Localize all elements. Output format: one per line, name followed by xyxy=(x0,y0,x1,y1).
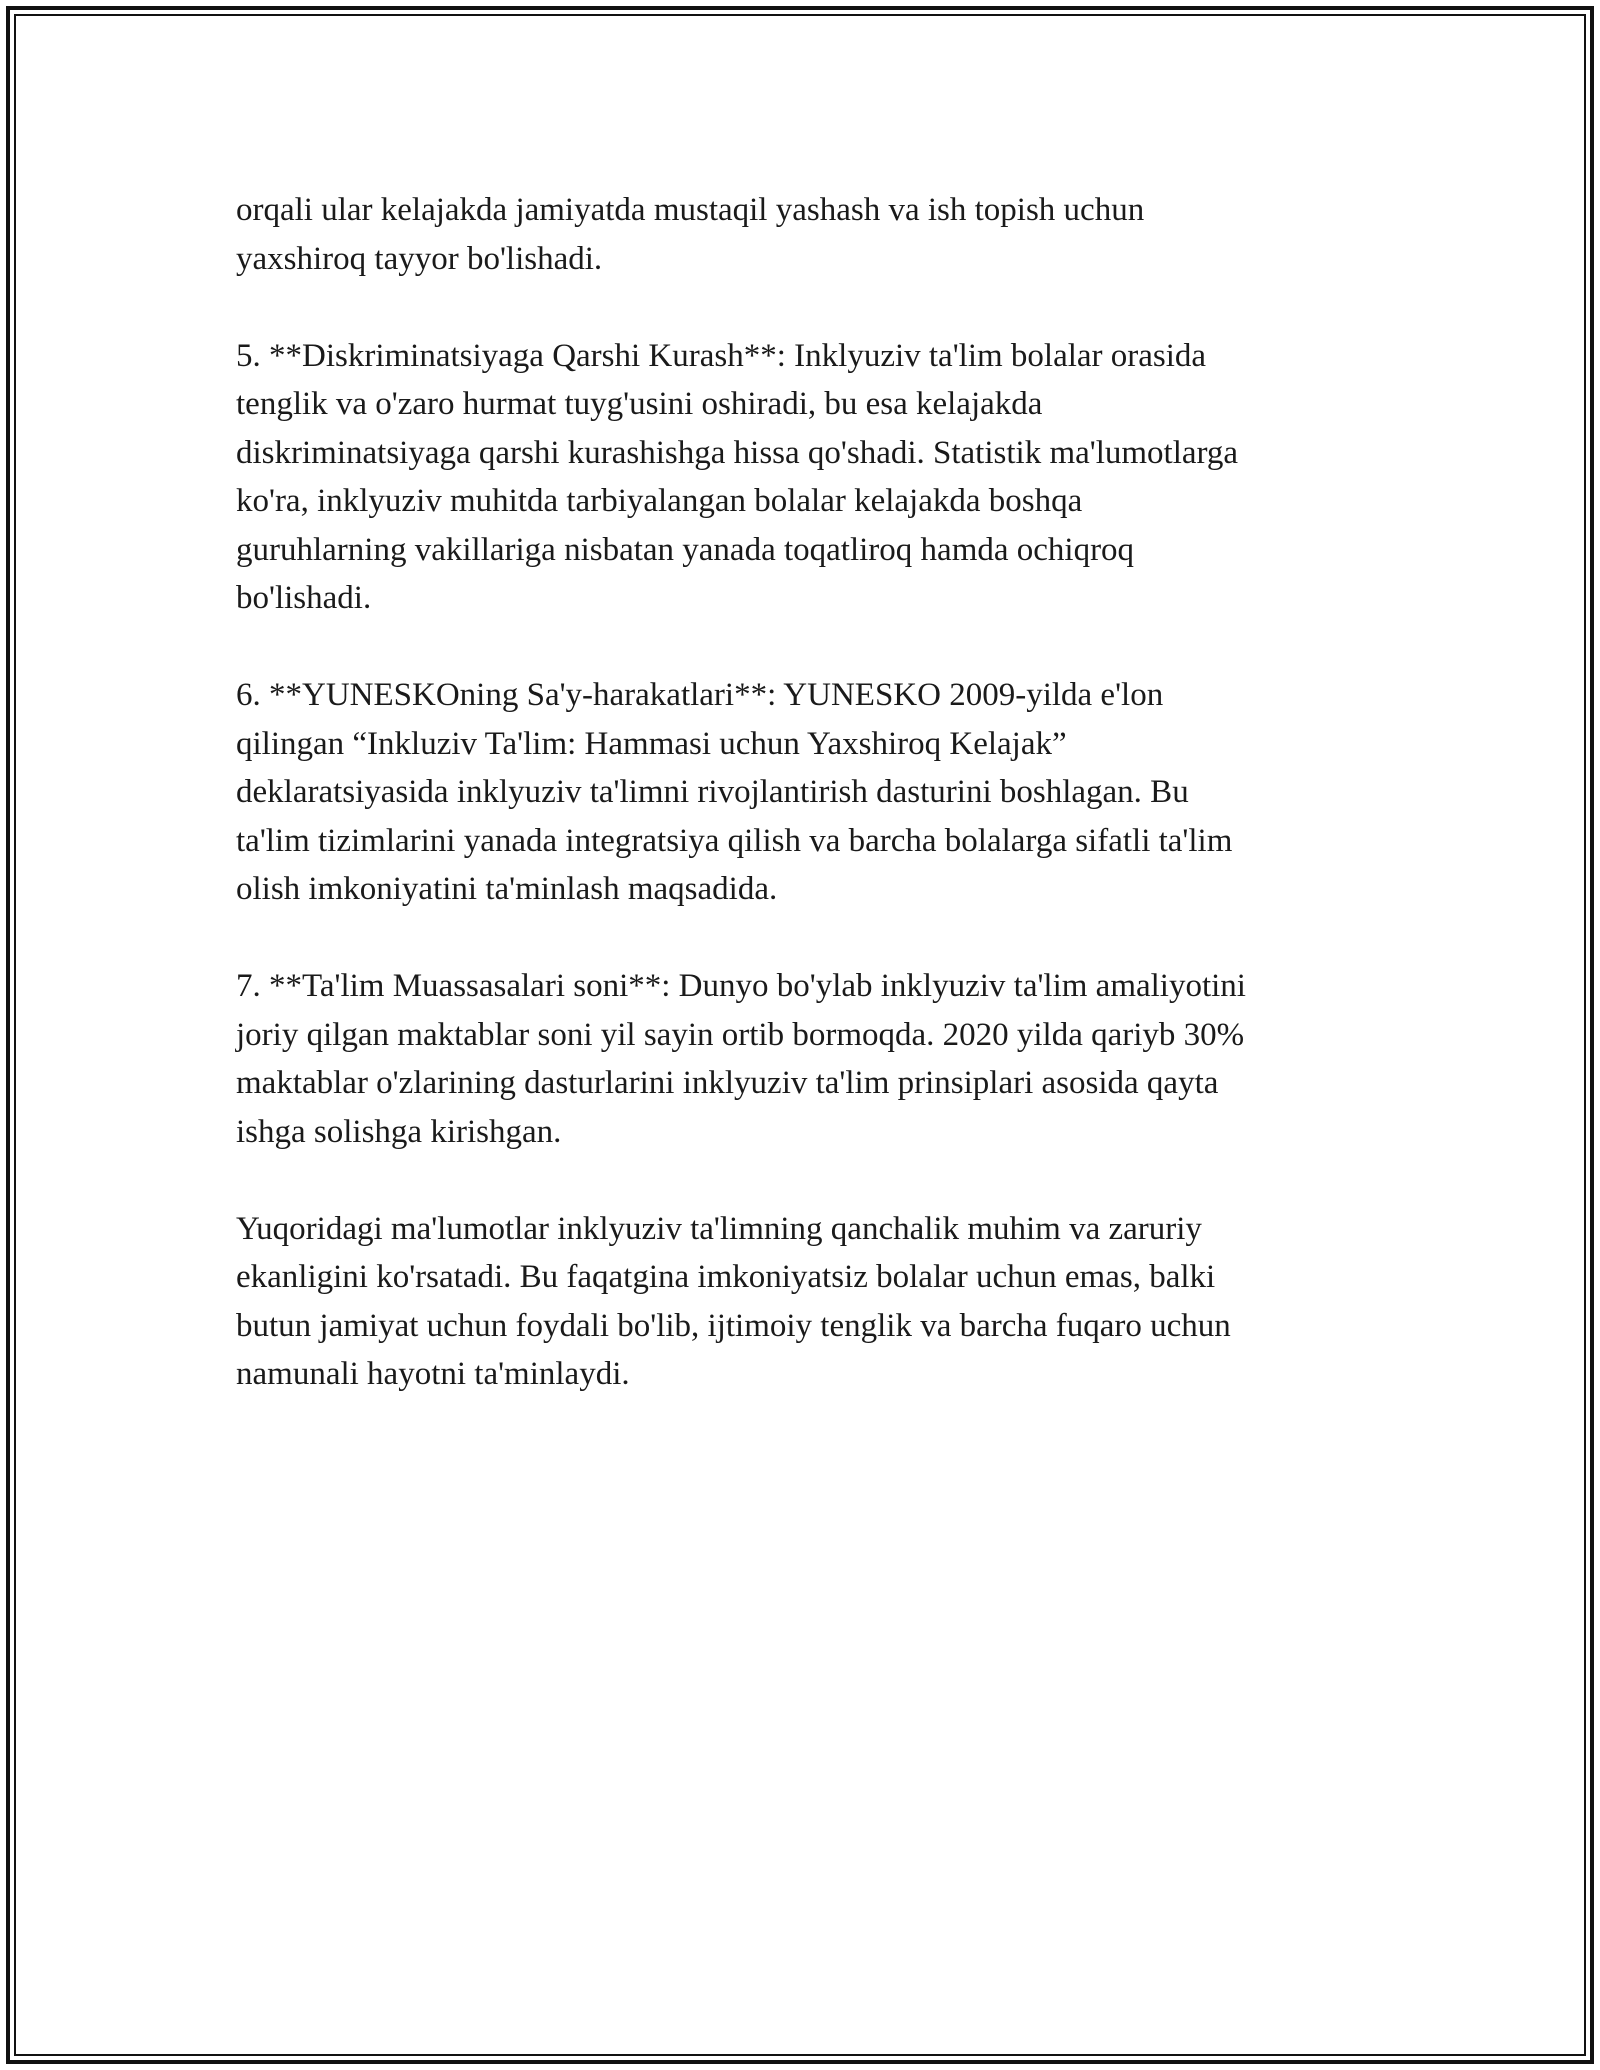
paragraph-item-7: 7. **Ta'lim Muassasalari soni**: Dunyo bo'ylab inklyuziv ta'lim amaliyotini joriy qilgan maktablar soni yil sayin ortib bormoqda. 2020 yilda qariyb 30% maktablar o'zlarining dasturlarini inklyuziv ta'lim prinsiplari asosida qayta ishga solishga kirishgan. xyxy=(236,968,1246,1150)
document-body xyxy=(236,186,1366,1447)
paragraph-intro-continuation: orqali ular kelajakda jamiyatda mustaqil yashash va ish topish uchun yaxshiroq tayyor bo'lishadi. xyxy=(236,192,1145,277)
paragraph-item-5: 5. **Diskriminatsiyaga Qarshi Kurash**: Inklyuziv ta'lim bolalar orasida tenglik va o'zaro hurmat tuyg'usini oshiradi, bu esa kelajakda diskriminatsiyaga qarshi kurashishga hissa qo'shadi. Statistik ma'lumotlarga ko'ra, inklyuziv muhitda tarbiyalangan bolalar kelajakda boshqa guruhlarning vakillariga nisbatan yanada toqatliroq hamda ochiqroq bo'lishadi. xyxy=(236,337,1239,616)
paragraph-conclusion: Yuqoridagi ma'lumotlar inklyuziv ta'limning qanchalik muhim va zaruriy ekanligini ko'rsatadi. Bu faqatgina imkoniyatsiz bolalar uchun emas, balki butun jamiyat uchun foydali bo'lib, ijtimoiy tenglik va barcha fuqaro uchun namunali hayotni ta'minlaydi. xyxy=(236,1210,1231,1392)
paragraph-item-6: 6. **YUNESKOning Sa'y-harakatlari**: YUNESKO 2009-yilda e'lon qilingan “Inkluziv Ta'lim: Hammasi uchun Yaxshiroq Kelajak” deklaratsiyasida inklyuziv ta'limni rivojlantirish dasturini boshlagan. Bu ta'lim tizimlarini yanada integratsiya qilish va barcha bolalarga sifatli ta'lim olish imkoniyatini ta'minlash maqsadida. xyxy=(236,677,1233,907)
